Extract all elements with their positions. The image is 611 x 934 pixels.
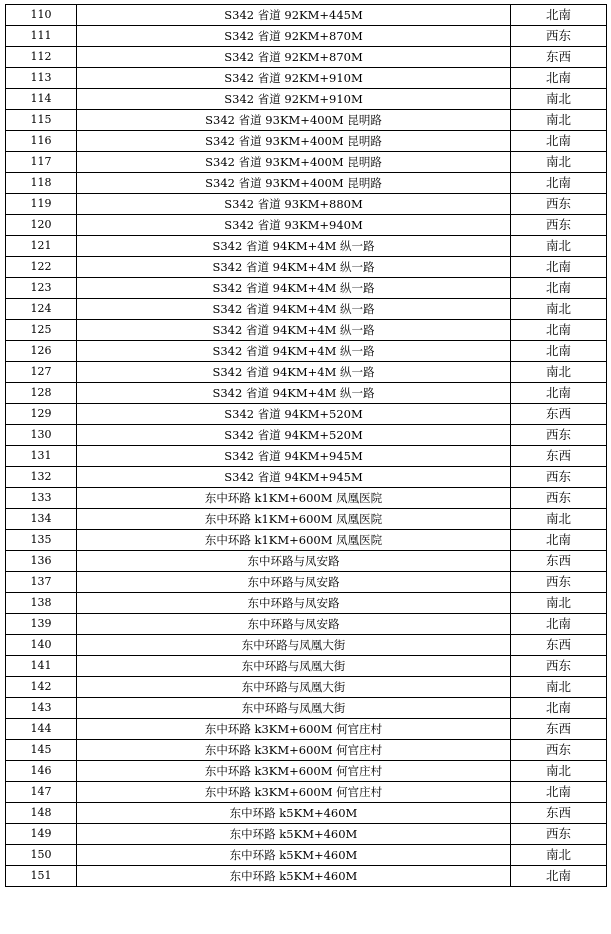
direction-cell: 西东: [511, 26, 607, 47]
location-cell: S342 省道 94KM+4M 纵一路: [77, 383, 511, 404]
direction-cell: 北南: [511, 173, 607, 194]
direction-cell: 南北: [511, 89, 607, 110]
row-number-cell: 149: [6, 824, 77, 845]
direction-cell: 北南: [511, 278, 607, 299]
row-number-cell: 126: [6, 341, 77, 362]
location-cell: S342 省道 94KM+520M: [77, 404, 511, 425]
location-cell: S342 省道 93KM+400M 昆明路: [77, 110, 511, 131]
monitoring-points-table: [5, 4, 607, 887]
location-cell: S342 省道 92KM+870M: [77, 47, 511, 68]
row-number-cell: 144: [6, 719, 77, 740]
row-number-cell: 145: [6, 740, 77, 761]
location-cell: 东中环路与凤凰大街: [77, 656, 511, 677]
table-row: [6, 740, 607, 761]
table-row: [6, 362, 607, 383]
table-row: [6, 551, 607, 572]
direction-cell: 南北: [511, 677, 607, 698]
table-row: [6, 614, 607, 635]
location-cell: S342 省道 92KM+870M: [77, 26, 511, 47]
row-number-cell: 113: [6, 68, 77, 89]
table-row: [6, 698, 607, 719]
row-number-cell: 125: [6, 320, 77, 341]
direction-cell: 北南: [511, 698, 607, 719]
direction-cell: 南北: [511, 152, 607, 173]
location-cell: 东中环路 k5KM+460M: [77, 803, 511, 824]
row-number-cell: 128: [6, 383, 77, 404]
direction-cell: 西东: [511, 656, 607, 677]
direction-cell: 西东: [511, 194, 607, 215]
location-cell: S342 省道 94KM+4M 纵一路: [77, 257, 511, 278]
row-number-cell: 139: [6, 614, 77, 635]
location-cell: 东中环路 k5KM+460M: [77, 866, 511, 887]
row-number-cell: 124: [6, 299, 77, 320]
table-row: [6, 383, 607, 404]
row-number-cell: 138: [6, 593, 77, 614]
row-number-cell: 111: [6, 26, 77, 47]
row-number-cell: 115: [6, 110, 77, 131]
direction-cell: 北南: [511, 5, 607, 26]
row-number-cell: 142: [6, 677, 77, 698]
direction-cell: 东西: [511, 551, 607, 572]
location-cell: 东中环路 k3KM+600M 何官庄村: [77, 719, 511, 740]
table-row: [6, 215, 607, 236]
row-number-cell: 143: [6, 698, 77, 719]
table-row: [6, 782, 607, 803]
table-row: [6, 341, 607, 362]
direction-cell: 北南: [511, 383, 607, 404]
direction-cell: 西东: [511, 467, 607, 488]
table-row: [6, 89, 607, 110]
row-number-cell: 132: [6, 467, 77, 488]
location-cell: 东中环路与凤安路: [77, 551, 511, 572]
location-cell: 东中环路 k1KM+600M 凤凰医院: [77, 530, 511, 551]
location-cell: S342 省道 93KM+940M: [77, 215, 511, 236]
location-cell: S342 省道 94KM+4M 纵一路: [77, 299, 511, 320]
location-cell: S342 省道 92KM+910M: [77, 68, 511, 89]
row-number-cell: 129: [6, 404, 77, 425]
direction-cell: 南北: [511, 362, 607, 383]
direction-cell: 南北: [511, 761, 607, 782]
row-number-cell: 117: [6, 152, 77, 173]
table-row: [6, 656, 607, 677]
row-number-cell: 118: [6, 173, 77, 194]
direction-cell: 南北: [511, 509, 607, 530]
location-cell: S342 省道 92KM+910M: [77, 89, 511, 110]
location-cell: 东中环路 k5KM+460M: [77, 845, 511, 866]
location-cell: 东中环路与凤凰大街: [77, 677, 511, 698]
direction-cell: 南北: [511, 845, 607, 866]
row-number-cell: 147: [6, 782, 77, 803]
table-row: [6, 131, 607, 152]
row-number-cell: 119: [6, 194, 77, 215]
table-row: [6, 173, 607, 194]
direction-cell: 东西: [511, 446, 607, 467]
direction-cell: 东西: [511, 47, 607, 68]
table-row: [6, 719, 607, 740]
direction-cell: 南北: [511, 110, 607, 131]
table-row: [6, 845, 607, 866]
table-row: [6, 68, 607, 89]
row-number-cell: 116: [6, 131, 77, 152]
direction-cell: 北南: [511, 782, 607, 803]
table-row: [6, 572, 607, 593]
location-cell: 东中环路与凤安路: [77, 614, 511, 635]
table-body: [6, 5, 607, 887]
direction-cell: 西东: [511, 215, 607, 236]
row-number-cell: 133: [6, 488, 77, 509]
location-cell: S342 省道 93KM+400M 昆明路: [77, 131, 511, 152]
location-cell: 东中环路 k3KM+600M 何官庄村: [77, 761, 511, 782]
row-number-cell: 150: [6, 845, 77, 866]
location-cell: 东中环路 k1KM+600M 凤凰医院: [77, 509, 511, 530]
table-row: [6, 530, 607, 551]
location-cell: S342 省道 92KM+445M: [77, 5, 511, 26]
direction-cell: 东西: [511, 719, 607, 740]
location-cell: S342 省道 93KM+400M 昆明路: [77, 152, 511, 173]
direction-cell: 北南: [511, 68, 607, 89]
table-row: [6, 47, 607, 68]
table-row: [6, 824, 607, 845]
direction-cell: 西东: [511, 425, 607, 446]
location-cell: S342 省道 94KM+4M 纵一路: [77, 362, 511, 383]
table-row: [6, 488, 607, 509]
table-row: [6, 677, 607, 698]
row-number-cell: 123: [6, 278, 77, 299]
location-cell: 东中环路 k3KM+600M 何官庄村: [77, 740, 511, 761]
direction-cell: 北南: [511, 131, 607, 152]
direction-cell: 北南: [511, 257, 607, 278]
row-number-cell: 151: [6, 866, 77, 887]
direction-cell: 北南: [511, 341, 607, 362]
table-row: [6, 152, 607, 173]
location-cell: S342 省道 94KM+945M: [77, 467, 511, 488]
table-row: [6, 236, 607, 257]
row-number-cell: 136: [6, 551, 77, 572]
location-cell: S342 省道 94KM+4M 纵一路: [77, 341, 511, 362]
direction-cell: 北南: [511, 320, 607, 341]
direction-cell: 西东: [511, 572, 607, 593]
direction-cell: 南北: [511, 299, 607, 320]
row-number-cell: 135: [6, 530, 77, 551]
row-number-cell: 112: [6, 47, 77, 68]
table-row: [6, 110, 607, 131]
direction-cell: 西东: [511, 488, 607, 509]
direction-cell: 东西: [511, 635, 607, 656]
direction-cell: 西东: [511, 824, 607, 845]
direction-cell: 北南: [511, 866, 607, 887]
location-cell: S342 省道 94KM+945M: [77, 446, 511, 467]
direction-cell: 西东: [511, 740, 607, 761]
location-cell: 东中环路 k3KM+600M 何官庄村: [77, 782, 511, 803]
location-cell: 东中环路 k5KM+460M: [77, 824, 511, 845]
row-number-cell: 121: [6, 236, 77, 257]
location-cell: 东中环路与凤凰大街: [77, 698, 511, 719]
row-number-cell: 134: [6, 509, 77, 530]
table-row: [6, 299, 607, 320]
row-number-cell: 140: [6, 635, 77, 656]
row-number-cell: 148: [6, 803, 77, 824]
table-row: [6, 866, 607, 887]
table-row: [6, 761, 607, 782]
table-row: [6, 194, 607, 215]
direction-cell: 南北: [511, 593, 607, 614]
table-row: [6, 278, 607, 299]
table-row: [6, 5, 607, 26]
row-number-cell: 120: [6, 215, 77, 236]
location-cell: S342 省道 94KM+4M 纵一路: [77, 236, 511, 257]
row-number-cell: 130: [6, 425, 77, 446]
table-row: [6, 446, 607, 467]
direction-cell: 北南: [511, 530, 607, 551]
location-cell: 东中环路与凤安路: [77, 593, 511, 614]
location-cell: 东中环路 k1KM+600M 凤凰医院: [77, 488, 511, 509]
row-number-cell: 146: [6, 761, 77, 782]
table-row: [6, 257, 607, 278]
direction-cell: 东西: [511, 803, 607, 824]
table-row: [6, 404, 607, 425]
location-cell: 东中环路与凤安路: [77, 572, 511, 593]
row-number-cell: 122: [6, 257, 77, 278]
location-cell: S342 省道 94KM+520M: [77, 425, 511, 446]
location-cell: S342 省道 94KM+4M 纵一路: [77, 278, 511, 299]
direction-cell: 北南: [511, 614, 607, 635]
direction-cell: 东西: [511, 404, 607, 425]
location-cell: S342 省道 94KM+4M 纵一路: [77, 320, 511, 341]
location-cell: 东中环路与凤凰大街: [77, 635, 511, 656]
direction-cell: 南北: [511, 236, 607, 257]
row-number-cell: 131: [6, 446, 77, 467]
row-number-cell: 127: [6, 362, 77, 383]
table-row: [6, 26, 607, 47]
table-row: [6, 509, 607, 530]
row-number-cell: 137: [6, 572, 77, 593]
table-row: [6, 635, 607, 656]
table-row: [6, 803, 607, 824]
row-number-cell: 114: [6, 89, 77, 110]
table-row: [6, 593, 607, 614]
row-number-cell: 110: [6, 5, 77, 26]
table-row: [6, 467, 607, 488]
location-cell: S342 省道 93KM+880M: [77, 194, 511, 215]
table-row: [6, 425, 607, 446]
location-cell: S342 省道 93KM+400M 昆明路: [77, 173, 511, 194]
table-row: [6, 320, 607, 341]
row-number-cell: 141: [6, 656, 77, 677]
